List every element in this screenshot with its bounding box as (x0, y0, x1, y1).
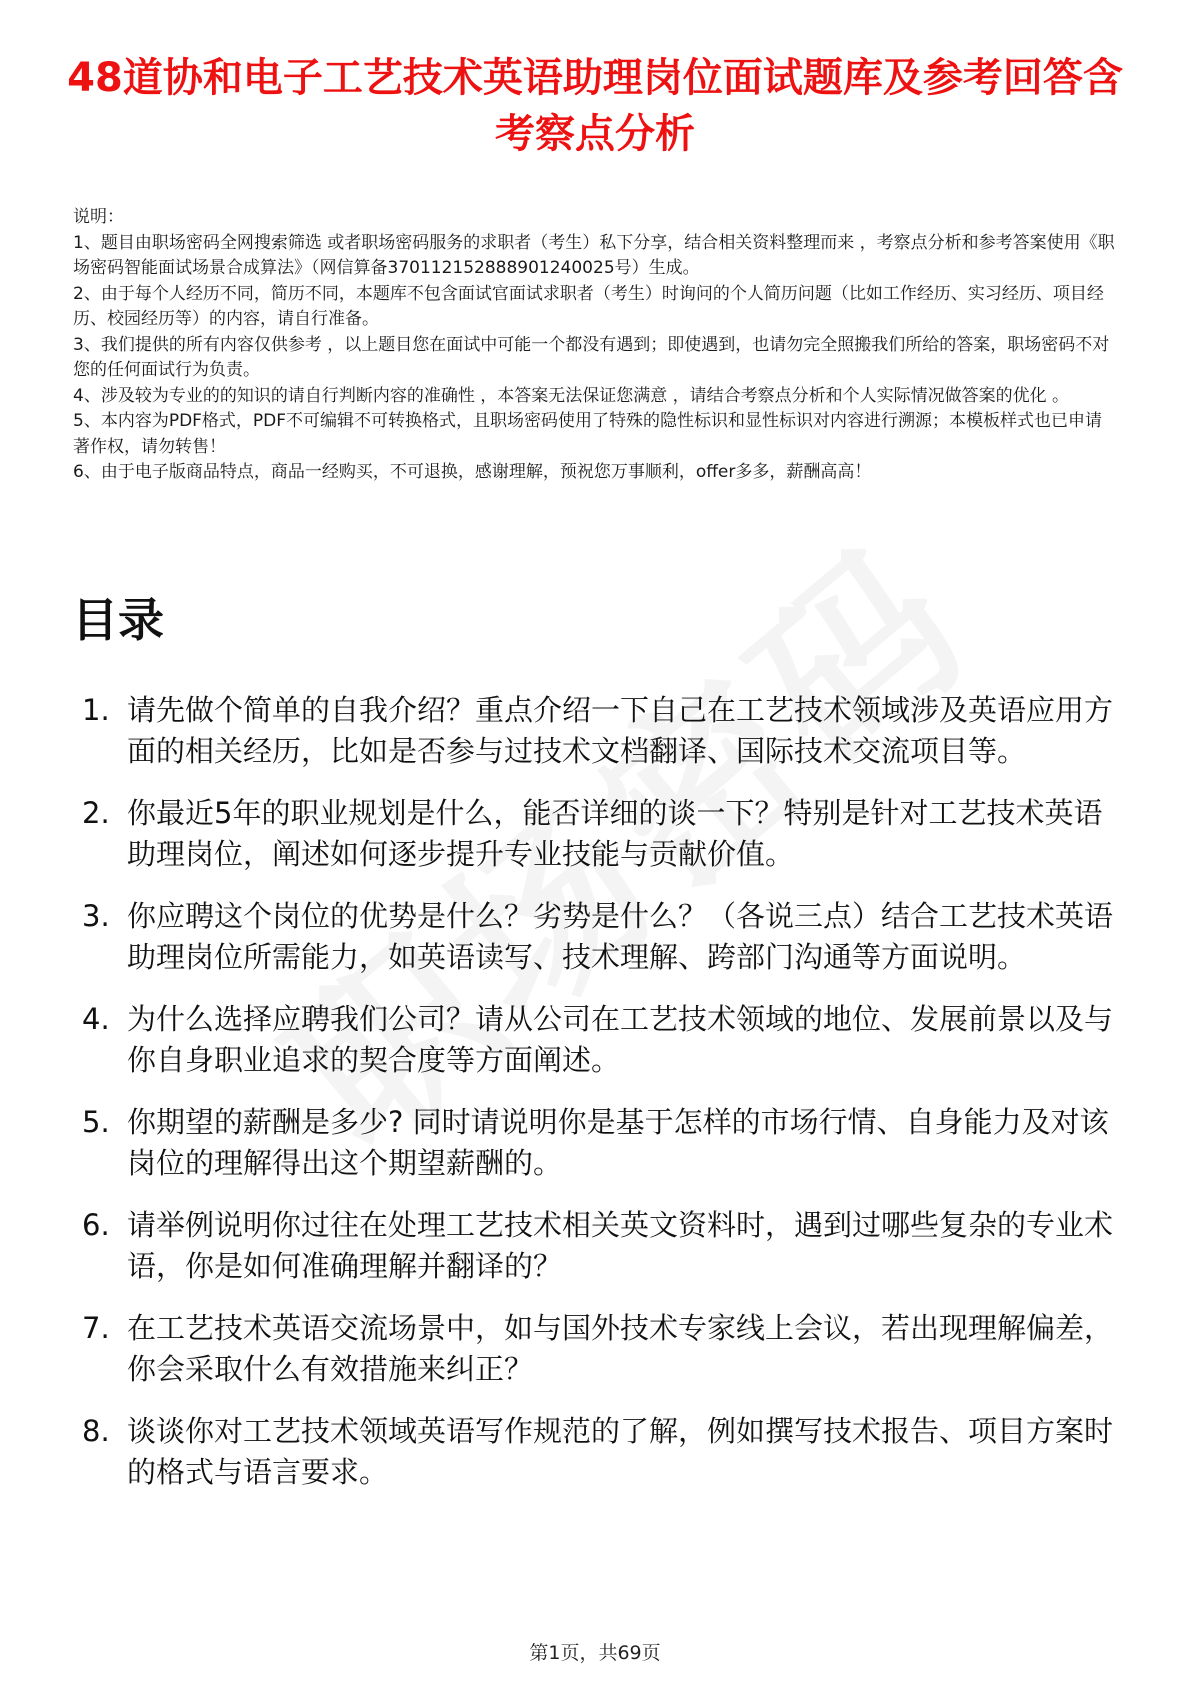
document-title: 48道协和电子工艺技术英语助理岗位面试题库及参考回答含考察点分析 (67, 55, 1123, 157)
toc-item-text: 请举例说明你过往在处理工艺技术相关英文资料时，遇到过哪些复杂的专业术语，你是如何准确理解并翻译的？ (127, 1208, 1114, 1283)
notes-heading: 说明： (73, 207, 124, 227)
toc-list (0, 690, 1190, 1514)
toc-item-text: 谈谈你对工艺技术领域英语写作规范的了解，例如撰写技术报告、项目方案时的格式与语言要求。 (127, 1414, 1114, 1489)
page-footer: 第1页，共69页 (529, 1642, 661, 1664)
toc-item[interactable] (0, 896, 1190, 978)
toc-item-text: 请先做个简单的自我介绍？重点介绍一下自己在工艺技术领域涉及英语应用方面的相关经历，比如是否参与过技术文档翻译、国际技术交流项目等。 (127, 693, 1114, 768)
note-item: 2、由于每个人经历不同，简历不同，本题库不包含面试官面试求职者（考生）时询问的个人简历问题（比如工作经历、实习经历、项目经历、校园经历等）的内容，请自行准备。 (73, 283, 1104, 329)
toc-item-text: 为什么选择应聘我们公司？请从公司在工艺技术领域的地位、发展前景以及与你自身职业追求的契合度等方面阐述。 (127, 1002, 1114, 1077)
toc-item[interactable] (0, 1205, 1190, 1287)
toc-item[interactable] (0, 999, 1190, 1081)
toc-heading: 目录 (72, 593, 164, 647)
toc-item-number: 8. (82, 1414, 110, 1448)
toc-item-text: 你应聘这个岗位的优势是什么？劣势是什么？（各说三点）结合工艺技术英语助理岗位所需能力，如英语读写、技术理解、跨部门沟通等方面说明。 (127, 899, 1114, 974)
toc-item-number: 6. (82, 1208, 110, 1242)
notes-section (73, 205, 1118, 486)
toc-item-text: 你期望的薪酬是多少? 同时请说明你是基于怎样的市场行情、自身能力及对该岗位的理解得出这个期望薪酬的。 (127, 1105, 1109, 1180)
toc-item[interactable] (0, 1102, 1190, 1184)
toc-item-number: 7. (82, 1311, 110, 1345)
toc-item-number: 2. (82, 796, 110, 830)
toc-item-text: 在工艺技术英语交流场景中，如与国外技术专家线上会议，若出现理解偏差，你会采取什么有效措施来纠正？ (127, 1311, 1114, 1386)
toc-item[interactable] (0, 1308, 1190, 1390)
toc-item-number: 3. (82, 899, 110, 933)
toc-item-text: 你最近5年的职业规划是什么，能否详细的谈一下？特别是针对工艺技术英语助理岗位，阐述如何逐步提升专业技能与贡献价值。 (127, 796, 1103, 871)
note-item: 4、涉及较为专业的的知识的请自行判断内容的准确性 ，本答案无法保证您满意 ，请结合考察点分析和个人实际情况做答案的优化 。 (73, 385, 1070, 406)
toc-item[interactable] (0, 793, 1190, 875)
note-item: 3、我们提供的所有内容仅供参考 ，以上题目您在面试中可能一个都没有遇到；即使遇到，也请勿完全照搬我们所给的答案，职场密码不对您的任何面试行为负责。 (73, 334, 1110, 380)
toc-item-number: 1. (82, 693, 110, 727)
toc-item[interactable] (0, 690, 1190, 772)
note-item: 6、由于电子版商品特点，商品一经购买，不可退换，感谢理解，预祝您万事顺利，offer多多，薪酬高高！ (73, 462, 872, 482)
toc-item-number: 4. (82, 1002, 110, 1036)
toc-item-number: 5. (82, 1105, 110, 1139)
toc-item[interactable] (0, 1411, 1190, 1493)
note-item: 1、题目由职场密码全网搜索筛选 或者职场密码服务的求职者（考生）私下分享，结合相关资料整理而来 ，考察点分析和参考答案使用《职场密码智能面试场景合成算法》（网信算备370112152888901240025号）生成。 (73, 232, 1115, 278)
note-item: 5、本内容为PDF格式，PDF不可编辑不可转换格式，且职场密码使用了特殊的隐性标识和显性标识对内容进行溯源；本模板样式也已申请著作权，请勿转售！ (73, 411, 1103, 457)
